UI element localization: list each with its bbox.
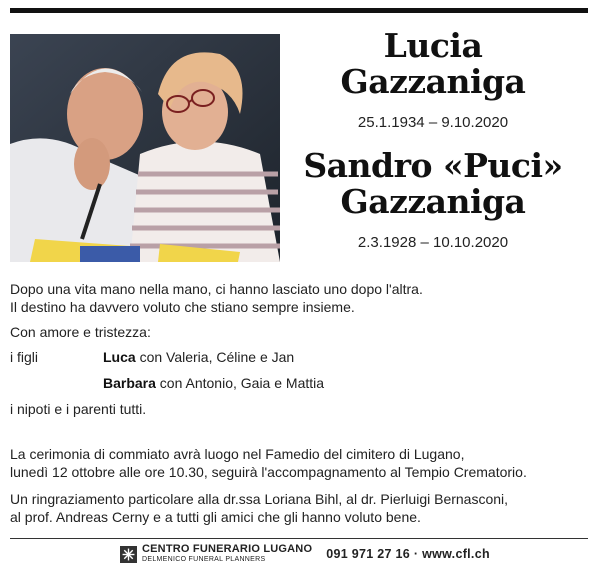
mourner-name: Barbara xyxy=(103,375,156,391)
couple-photo xyxy=(10,34,280,262)
top-rule xyxy=(10,8,588,13)
deceased-2-first-name: Sandro «Puci» xyxy=(303,146,563,185)
funeral-home-footer xyxy=(120,543,490,565)
mourners-row xyxy=(10,374,590,392)
ceremony-line: lunedì 12 ottobre alle ore 10.30, seguirà l'accompagnamento al Tempio Crematorio. xyxy=(10,464,527,480)
thanks-line: al prof. Andreas Cerny e a tutti gli amici che gli hanno voluto bene. xyxy=(10,509,421,525)
thanks-paragraph xyxy=(10,490,590,526)
intro-paragraph xyxy=(10,280,590,316)
funeral-home-subtitle: DELMENICO FUNERAL PLANNERS xyxy=(142,556,266,563)
mourner-family: con Antonio, Gaia e Mattia xyxy=(155,375,325,391)
deceased-1-last-name: Gazzaniga xyxy=(340,62,526,101)
mourners-intro: Con amore e tristezza: xyxy=(10,324,151,340)
ceremony-line: La cerimonia di commiato avrà luogo nel Famedio del cimitero di Lugano, xyxy=(10,446,465,462)
deceased-2-dates: 2.3.1928 – 10.10.2020 xyxy=(357,234,509,251)
thanks-line: Un ringraziamento particolare alla dr.ssa Loriana Bihl, al dr. Pierluigi Bernasconi, xyxy=(10,491,509,507)
mourner-family: con Valeria, Céline e Jan xyxy=(135,349,295,365)
deceased-1-first-name: Lucia xyxy=(383,26,483,65)
mourner-name: Luca xyxy=(103,349,136,365)
funeral-home-logo-icon xyxy=(120,546,137,563)
ceremony-paragraph xyxy=(10,445,590,481)
deceased-2-last-name: Gazzaniga xyxy=(340,182,526,221)
intro-line: Il destino ha davvero voluto che stiano sempre insieme. xyxy=(10,299,355,315)
funeral-home-contact: 091 971 27 16 · www.cfl.ch xyxy=(326,547,490,561)
mourners-row xyxy=(10,348,590,366)
bottom-rule xyxy=(10,538,588,539)
funeral-home-name-block xyxy=(142,544,312,564)
names-block xyxy=(300,28,566,268)
funeral-home-name: CENTRO FUNERARIO LUGANO xyxy=(142,543,313,555)
deceased-1-dates: 25.1.1934 – 9.10.2020 xyxy=(357,114,509,131)
intro-line: Dopo una vita mano nella mano, ci hanno lasciato uno dopo l'altra. xyxy=(10,281,423,297)
mourners-others: i nipoti e i parenti tutti. xyxy=(10,401,147,417)
mourners-label: i figli xyxy=(10,349,39,365)
